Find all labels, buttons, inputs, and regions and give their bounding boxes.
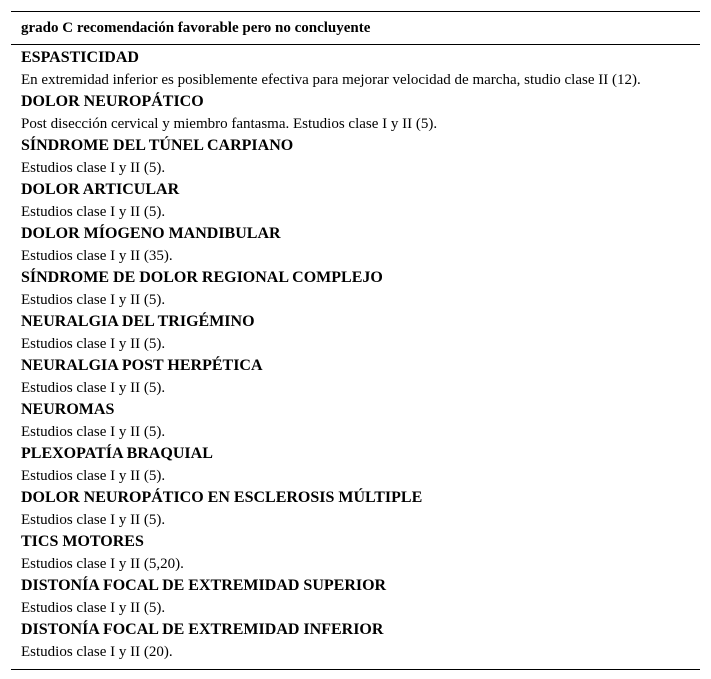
entry-title: NEUROMAS (21, 401, 115, 418)
entry-title: SÍNDROME DEL TÚNEL CARPIANO (21, 137, 294, 154)
table-entry (11, 47, 700, 91)
entry-text: Estudios clase I y II (5). (21, 292, 166, 308)
entry-title: NEURALGIA DEL TRIGÉMINO (21, 313, 255, 330)
table-entry (11, 179, 700, 223)
entry-text: Estudios clase I y II (5). (21, 336, 166, 352)
table-entry (11, 355, 700, 399)
table-entry (11, 487, 700, 531)
entry-text: Estudios clase I y II (20). (21, 644, 173, 660)
table-entry (11, 531, 700, 575)
table-entry (11, 135, 700, 179)
table-header: grado C recomendación favorable pero no concluyente (21, 19, 371, 36)
entry-title: DOLOR ARTICULAR (21, 181, 180, 198)
entry-text: Estudios clase I y II (5). (21, 380, 166, 396)
table-body (11, 45, 700, 663)
entry-text: Post disección cervical y miembro fantasma. Estudios clase I y II (5). (21, 116, 438, 132)
entry-text: Estudios clase I y II (5,20). (21, 556, 184, 572)
entry-title: DISTONÍA FOCAL DE EXTREMIDAD SUPERIOR (21, 577, 387, 594)
entry-text: Estudios clase I y II (5). (21, 204, 166, 220)
table-entry (11, 575, 700, 619)
table-entry (11, 91, 700, 135)
entry-text: Estudios clase I y II (5). (21, 600, 166, 616)
entry-title: SÍNDROME DE DOLOR REGIONAL COMPLEJO (21, 269, 383, 286)
entry-title: TICS MOTORES (21, 533, 144, 550)
entry-title: DOLOR NEUROPÁTICO EN ESCLEROSIS MÚLTIPLE (21, 489, 423, 506)
entry-text: En extremidad inferior es posiblemente efectiva para mejorar velocidad de marcha, studio clase II (12). (21, 72, 641, 88)
entry-text: Estudios clase I y II (5). (21, 512, 166, 528)
entry-text: Estudios clase I y II (5). (21, 468, 166, 484)
table-entry (11, 311, 700, 355)
table-entry (11, 443, 700, 487)
table-entry (11, 267, 700, 311)
table-entry (11, 619, 700, 663)
table-entry (11, 399, 700, 443)
entry-title: DOLOR MÍOGENO MANDIBULAR (21, 225, 281, 242)
entry-text: Estudios clase I y II (35). (21, 248, 173, 264)
recommendation-table (11, 11, 700, 670)
entry-text: Estudios clase I y II (5). (21, 160, 166, 176)
table-bottom-rule (11, 669, 700, 670)
entry-text: Estudios clase I y II (5). (21, 424, 166, 440)
entry-title: PLEXOPATÍA BRAQUIAL (21, 445, 213, 462)
entry-title: ESPASTICIDAD (21, 49, 139, 66)
entry-title: NEURALGIA POST HERPÉTICA (21, 357, 263, 374)
entry-title: DISTONÍA FOCAL DE EXTREMIDAD INFERIOR (21, 621, 384, 638)
table-entry (11, 223, 700, 267)
entry-title: DOLOR NEUROPÁTICO (21, 93, 204, 110)
